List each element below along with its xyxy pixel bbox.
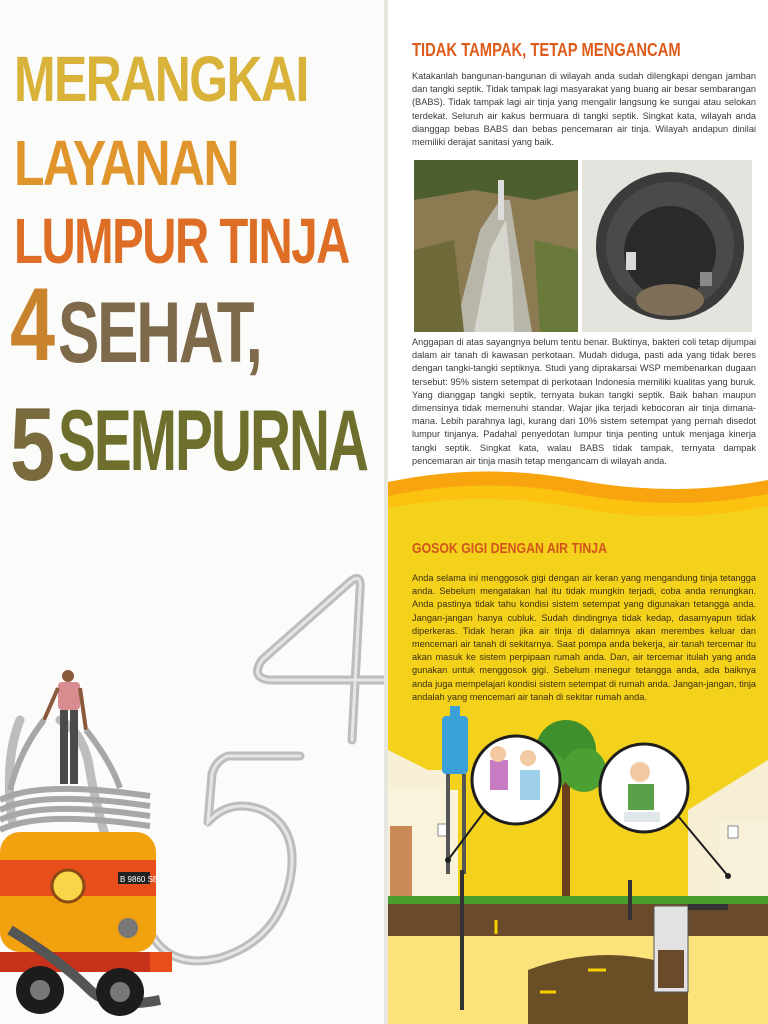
truck-plate: B 9860 SE <box>120 875 159 884</box>
section1-heading: TIDAK TAMPAK, TETAP MENGANCAM <box>412 40 681 60</box>
cover-number-4: 4 <box>10 267 56 383</box>
cover-title-line2: LAYANAN <box>14 127 238 199</box>
houses-septic-illustration <box>388 700 768 1024</box>
section1-paragraph1: Katakanlah bangunan-bangunan di wilayah anda sudah dilengkapi dengan jamban dan tangki septik. Tidak tampak lagi masyarakat yang buang air besar sembarangan (BABS). Tidak tampak lagi air tinja yang mengalir langsung ke sungai atau selokan terdekat. Seluruh air kakus bermuara di tangki septik. Singkat kata, wilayah anda dianggap bebas BABS dan bebas pencemaran air tinja. Wilayah andapun dinilai memiliki derajat sanitasi yang baik. <box>412 71 756 148</box>
worker-figure <box>44 670 86 784</box>
manhole-photo <box>582 160 752 332</box>
section1-paragraph2: Anggapan di atas sayangnya belum tentu benar. Buktinya, bakteri coli tetap dijumpai dalam air tanah di kawasan perkotaan. Mudah diduga, pasti ada yang tidak beres dengan tangki-tangki septiknya. Studi yang diprakarsai WSP membenarkan dugaan tersebut: 95% sistem setempat di perkotaan Indonesia memiliki kualitas yang buruk. Yang dianggap tangki septik, ternyata bukan tangki septik. Baik bahan maupun dimensinya tidak memenuhi standar. Wajar jika terjadi kebocoran air tinja dimana-mana. Lebih parahnya lagi, kurang dari 10% sistem setempat yang pernah disedot lumpur tinjanya. Padahal penyedotan lumpur tinja penting untuk menjaga kinerja tangki septik. Singkat kata, walau BABS tidak tampak, ternyata dampak pencemaran air tinja masih tetap mengancam di wilayah anda. <box>412 337 756 466</box>
content-panel <box>388 0 768 1024</box>
cover-title-line1: MERANGKAI <box>14 43 308 115</box>
cover-word-sempurna: SEMPURNA <box>58 393 367 489</box>
cover-title-line3: LUMPUR TINJA <box>14 205 349 277</box>
cover-number-5: 5 <box>10 387 56 503</box>
section2-paragraph: Anda selama ini menggosok gigi dengan air keran yang mengandung tinja tetangga anda. Sebelum mengatakan hal itu tidak mungkin terjadi, coba anda renungkan. Anda pastinya tidak tahu kondisi sistem setempat yang digunakan tetangga anda. Jangan-jangan hanya cubluk. Sudah dindingnya tidak kedap, dasarnyapun tidak diperkeras. Tidak heran jika air tinja di dalamnya akan merembes keluar dan mencemari air tanah di sekitarnya. Saat pompa anda bekerja, air tanah tercemar itu akan masuk ke sistem perpipaan rumah anda. Dan, air tercemar itulah yang anda gunakan untuk menggosok gigi. Sebelum menegur tetangga anda, ada baiknya anda juga mempelajari kondisi sistem setempat di rumah anda. Jangan-jangan, tinja andalah yang mencemari air tanah di sekitar rumah anda. <box>412 573 756 702</box>
septic-truck-illustration <box>0 660 200 1024</box>
section2-heading: GOSOK GIGI DENGAN AIR TINJA <box>412 540 607 557</box>
trench-photo <box>414 160 578 332</box>
cover-word-sehat: SEHAT, <box>58 285 261 381</box>
